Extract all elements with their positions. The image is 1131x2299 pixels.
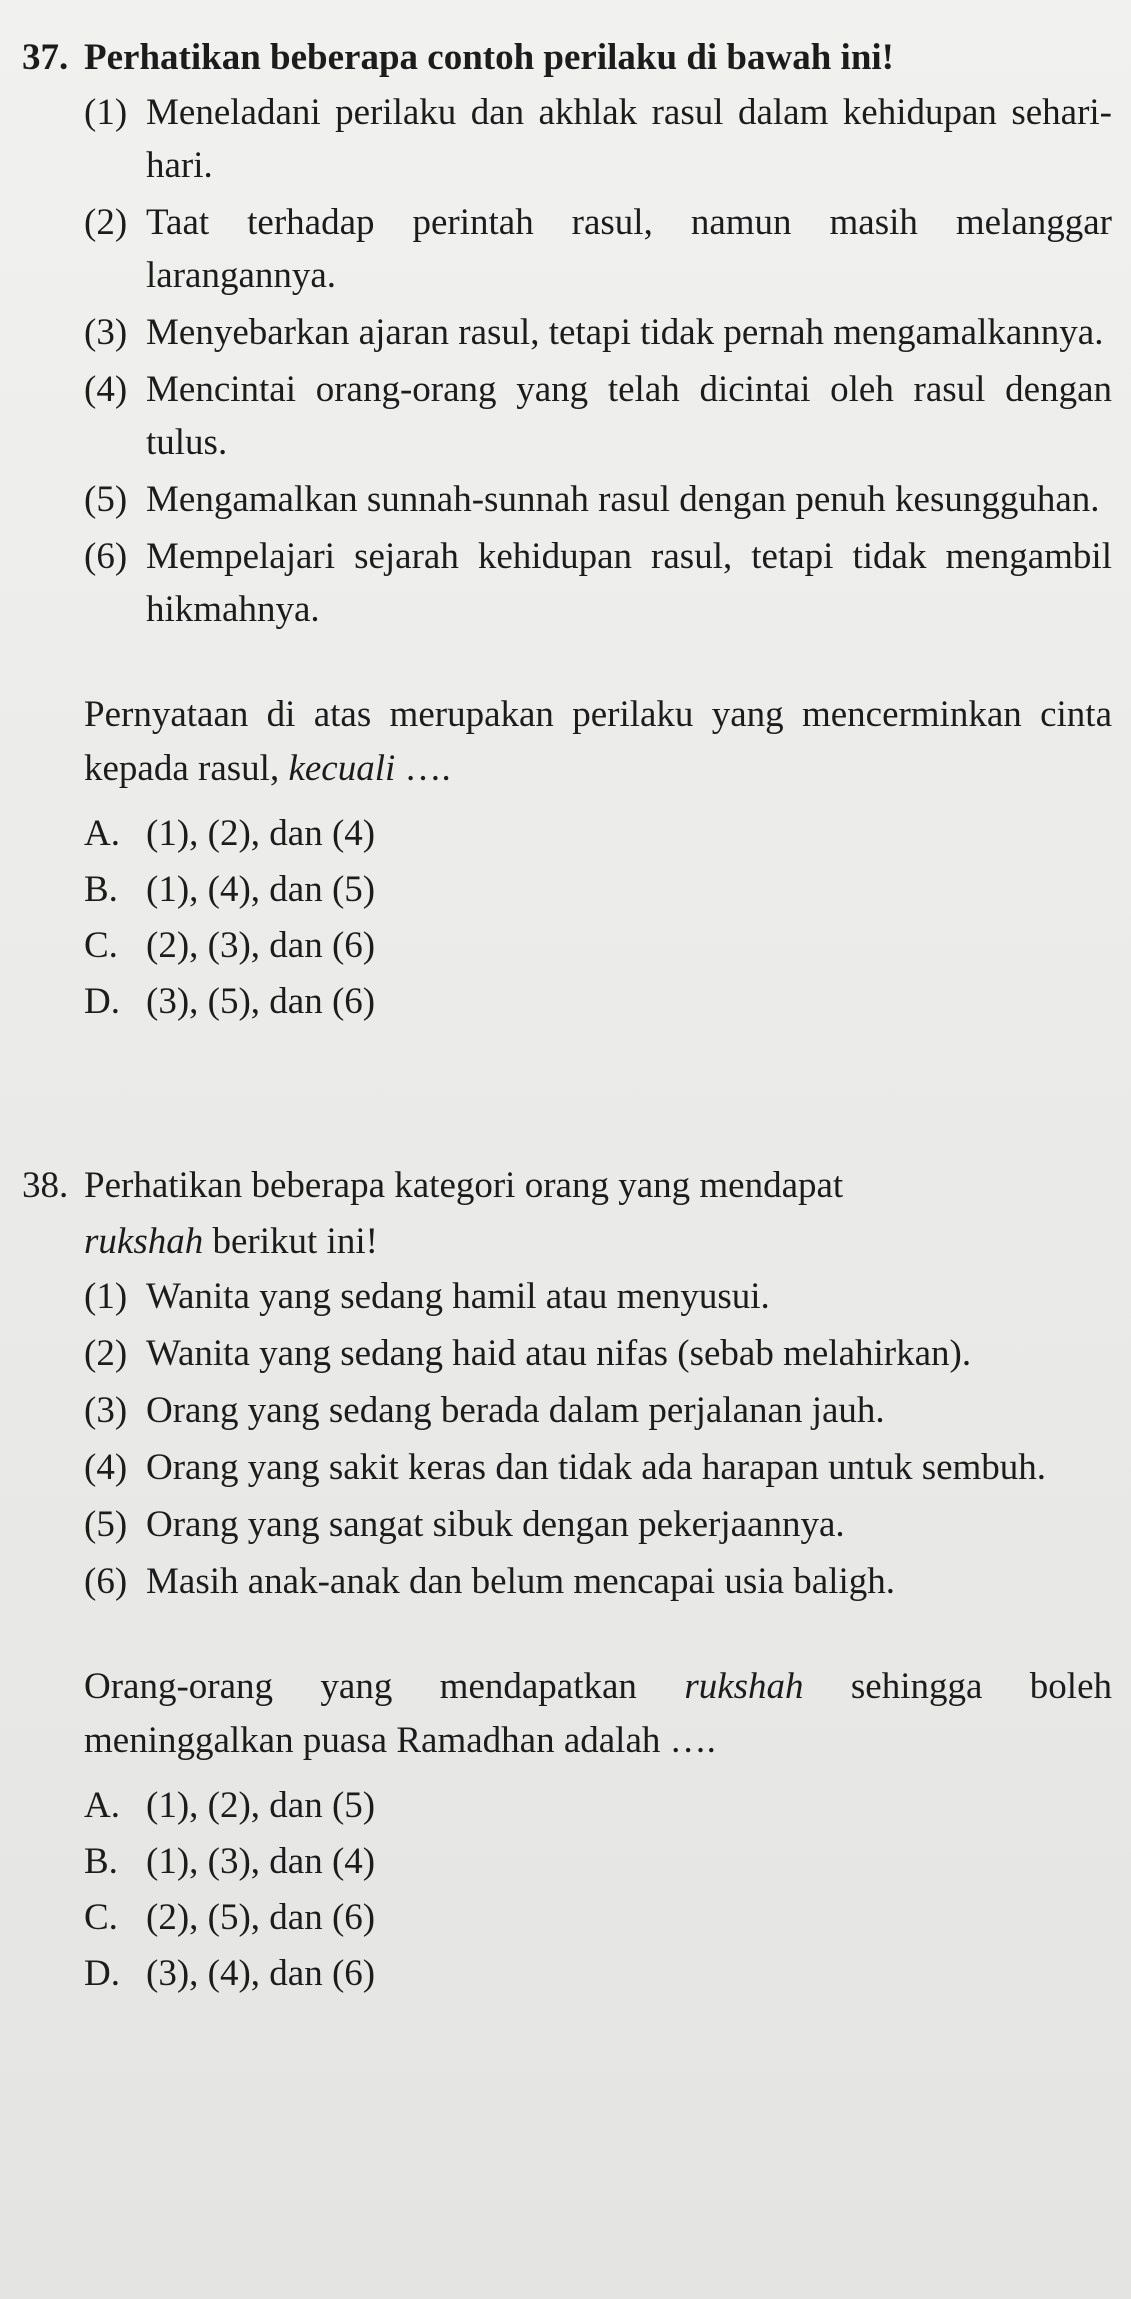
- answer-option-c[interactable]: [84, 918, 1112, 974]
- statement-number: (5): [84, 479, 128, 520]
- statement-number: (1): [84, 92, 128, 133]
- category-text: Orang yang sangat sibuk dengan pekerjaannya.: [146, 1504, 845, 1545]
- category-item: [84, 1384, 1112, 1437]
- question-stem: [84, 1660, 1112, 1768]
- category-item: [84, 1270, 1112, 1323]
- category-item: [84, 1441, 1112, 1494]
- option-text: (1), (2), dan (5): [146, 1785, 376, 1826]
- option-letter: A.: [84, 1785, 120, 1826]
- answer-option-a[interactable]: [84, 806, 1112, 862]
- option-text: (1), (2), dan (4): [146, 813, 376, 854]
- option-letter: C.: [84, 1897, 118, 1938]
- category-text: Masih anak-anak dan belum mencapai usia baligh.: [146, 1561, 895, 1602]
- category-text: Orang yang sakit keras dan tidak ada harapan untuk sembuh.: [146, 1447, 1047, 1488]
- statement-item: [84, 306, 1112, 359]
- category-number: (3): [84, 1390, 128, 1431]
- statement-number: (6): [84, 536, 128, 577]
- question-title-italic: rukshah: [84, 1221, 204, 1262]
- category-number: (1): [84, 1276, 128, 1317]
- stem-text: Pernyataan di atas merupakan perilaku yang mencerminkan cinta kepada rasul,: [84, 694, 1112, 789]
- answer-option-a[interactable]: [84, 1778, 1112, 1834]
- option-text: (2), (5), dan (6): [146, 1897, 376, 1938]
- stem-text-after: sehingga boleh meninggalkan puasa Ramadhan adalah ….: [84, 1666, 1113, 1761]
- option-letter: B.: [84, 1841, 118, 1882]
- category-list: [84, 1270, 1112, 1608]
- category-number: (2): [84, 1333, 128, 1374]
- stem-italic-text: rukshah: [684, 1666, 804, 1707]
- question-title: Perhatikan beberapa contoh perilaku di bawah ini!: [84, 37, 895, 78]
- category-item: [84, 1498, 1112, 1551]
- category-text: Orang yang sedang berada dalam perjalanan jauh.: [146, 1390, 885, 1431]
- answer-option-d[interactable]: [84, 974, 1112, 1030]
- answer-option-c[interactable]: [84, 1890, 1112, 1946]
- option-letter: B.: [84, 869, 118, 910]
- statement-item: [84, 86, 1112, 192]
- question-title-wrap: [84, 1158, 1112, 1270]
- stem-text: Orang-orang yang mendapatkan: [84, 1666, 685, 1707]
- answer-option-b[interactable]: [84, 1834, 1112, 1890]
- statement-text: Mempelajari sejarah kehidupan rasul, tetapi tidak mengambil hikmahnya.: [146, 536, 1112, 630]
- statement-text: Mengamalkan sunnah-sunnah rasul dengan penuh kesungguhan.: [146, 479, 1100, 520]
- statement-text: Mencintai orang-orang yang telah dicintai oleh rasul dengan tulus.: [146, 369, 1112, 463]
- statement-number: (2): [84, 202, 128, 243]
- answer-options: [84, 806, 1112, 1030]
- statement-text: Taat terhadap perintah rasul, namun masih melanggar larangannya.: [146, 202, 1112, 296]
- statement-text: Meneladani perilaku dan akhlak rasul dalam kehidupan sehari-hari.: [146, 92, 1112, 186]
- option-letter: C.: [84, 925, 118, 966]
- option-letter: A.: [84, 813, 120, 854]
- question-number: 37.: [22, 37, 69, 78]
- stem-ellipsis: ….: [395, 748, 451, 789]
- option-letter: D.: [84, 981, 120, 1022]
- question-number: 38.: [22, 1165, 69, 1206]
- question-stem: [84, 688, 1112, 796]
- statement-number: (4): [84, 369, 128, 410]
- option-letter: D.: [84, 1953, 120, 1994]
- category-text: Wanita yang sedang hamil atau menyusui.: [146, 1276, 770, 1317]
- category-item: [84, 1327, 1112, 1380]
- statement-item: [84, 363, 1112, 469]
- answer-option-b[interactable]: [84, 862, 1112, 918]
- category-number: (6): [84, 1561, 128, 1602]
- statement-list: [84, 86, 1112, 636]
- category-item: [84, 1555, 1112, 1608]
- question-37-header: [22, 30, 1112, 86]
- question-38-header: [22, 1158, 1112, 1270]
- option-text: (1), (4), dan (5): [146, 869, 376, 910]
- question-37: [22, 30, 1112, 1030]
- option-text: (3), (4), dan (6): [146, 1953, 376, 1994]
- question-title-after: berikut ini!: [203, 1221, 378, 1262]
- statement-item: [84, 530, 1112, 636]
- answer-options: [84, 1778, 1112, 2002]
- category-text: Wanita yang sedang haid atau nifas (sebab melahirkan).: [146, 1333, 972, 1374]
- category-number: (4): [84, 1447, 128, 1488]
- statement-number: (3): [84, 312, 128, 353]
- option-text: (2), (3), dan (6): [146, 925, 376, 966]
- category-number: (5): [84, 1504, 128, 1545]
- statement-text: Menyebarkan ajaran rasul, tetapi tidak pernah mengamalkannya.: [146, 312, 1104, 353]
- answer-option-d[interactable]: [84, 1946, 1112, 2002]
- question-38: [22, 1158, 1112, 2002]
- question-title: Perhatikan beberapa kategori orang yang mendapat: [84, 1165, 844, 1206]
- option-text: (1), (3), dan (4): [146, 1841, 376, 1882]
- statement-item: [84, 196, 1112, 302]
- stem-italic-text: kecuali: [288, 748, 396, 789]
- option-text: (3), (5), dan (6): [146, 981, 376, 1022]
- statement-item: [84, 473, 1112, 526]
